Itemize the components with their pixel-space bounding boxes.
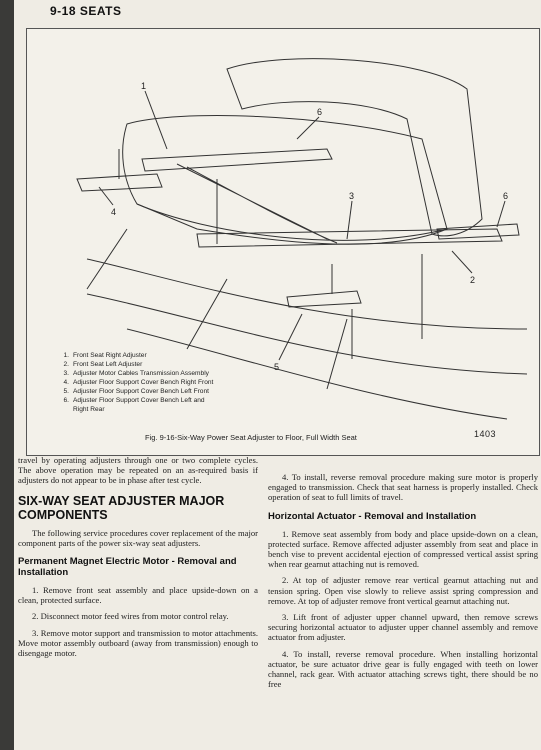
figure-legend — [57, 351, 213, 414]
callout-4: 4 — [111, 207, 117, 217]
right-column — [268, 472, 538, 695]
subsection-heading: Horizontal Actuator - Removal and Installation — [268, 510, 477, 522]
paragraph: The following service procedures cover replacement of the major component parts of the power six-way seat adjusters. — [18, 527, 258, 548]
procedure-step: 2. Disconnect motor feed wires from motor control relay. — [32, 611, 229, 622]
legend-item: 3. Adjuster Motor Cables Transmission Assembly — [63, 370, 209, 377]
cable-assembly — [177, 164, 337, 243]
legend-item: 6. Adjuster Floor Support Cover Bench Left and — [63, 397, 205, 404]
subsection-heading: Permanent Magnet Electric Motor - Removal and Installation — [18, 556, 237, 579]
floor-support-6 — [437, 224, 519, 239]
right-adjuster-rail — [142, 149, 332, 171]
section-heading: SIX-WAY SEAT ADJUSTER MAJOR COMPONENTS — [18, 493, 225, 522]
left-column — [18, 455, 258, 664]
procedure-step: 2. At top of adjuster remove rear vertical gearnut attaching nut and tension spring. Open vise slowly to relieve assist spring compression and remove. At top of adjuster remove front vertical gearnut attaching nut. — [268, 575, 538, 606]
figure-number: 1403 — [474, 429, 497, 439]
callout-5: 5 — [274, 362, 280, 372]
callout-1: 1 — [141, 81, 147, 91]
procedure-step: 1. Remove seat assembly from body and place upside-down on a clean, protected surface. Remove affected adjuster assembly from seat and place in bench vise to prevent accidental ejection of compressed vertical assist spring when rear gearnut attaching nut is removed. — [268, 528, 538, 570]
legend-item-continuation: Right Rear — [73, 406, 105, 413]
procedure-step: 1. Remove front seat assembly and place upside-down on a clean, protected surface. — [18, 585, 258, 606]
procedure-step: 3. Remove motor support and transmission to motor attachments. Move motor assembly outboard (away from transmission) enough to disengage motor. — [18, 627, 258, 659]
legend-item: 2. Front Seat Left Adjuster — [63, 361, 143, 368]
page-gutter-shadow — [0, 0, 14, 750]
figure-illustration — [26, 28, 540, 456]
floor-support-5 — [287, 291, 361, 307]
manual-page — [14, 0, 541, 750]
callout-6-top: 6 — [317, 107, 323, 117]
seat-cushion — [123, 116, 447, 245]
figure-caption: Fig. 9-16-Six-Way Power Seat Adjuster to Floor, Full Width Seat — [145, 433, 357, 442]
paragraph: travel by operating adjusters through one or two complete cycles. The above operation may be repeated on an as-required basis if adjusters do not appear to be in phase after test cycle. — [18, 455, 258, 486]
callout-2: 2 — [470, 275, 476, 285]
page-header: 9-18 SEATS — [50, 4, 122, 18]
legend-item: 1. Front Seat Right Adjuster — [63, 352, 147, 359]
seat-back — [227, 59, 482, 236]
procedure-step: 3. Lift front of adjuster upper channel upward, then remove screws securing horizontal actuator to adjuster upper channel assembly and remove actuator from adjuster. — [268, 612, 538, 643]
legend-item: 4. Adjuster Floor Support Cover Bench Right Front — [63, 379, 214, 386]
callout-6-right: 6 — [503, 191, 509, 201]
procedure-step: 4. To install, reverse removal procedure. When installing horizontal actuator, be sure actuator drive gear is fully engaged with teeth on lower channel, rack gear. With actuator attaching screws tight, there should be no free — [268, 648, 538, 690]
legend-item: 5. Adjuster Floor Support Cover Bench Left Front — [63, 388, 209, 395]
procedure-step: 4. To install, reverse removal procedure making sure motor is properly engaged to transmission. Check that seat harness is properly installed. Check operation of seat to full limits of travel. — [268, 472, 538, 503]
callout-3: 3 — [349, 191, 355, 201]
